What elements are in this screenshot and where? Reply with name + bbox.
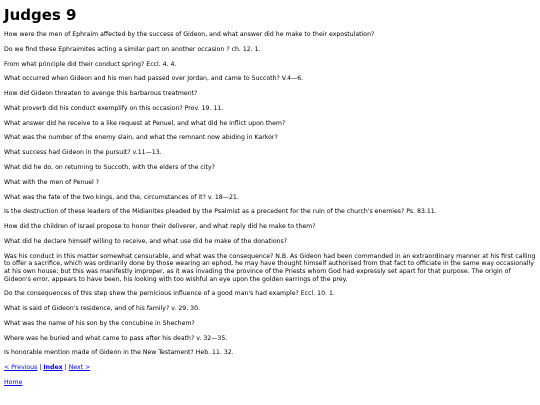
nav-separator: | <box>64 364 67 372</box>
nav-separator: | <box>39 364 42 372</box>
question-paragraph: Is the destruction of these leaders of the Midianites pleaded by the Psalmist as a precedent for the ruin of the church's enemies? Ps. 83.11. <box>4 208 437 216</box>
question-paragraph: From what principle did their conduct spring? Eccl. 4. 4. <box>4 60 177 68</box>
question-paragraph: Where was he buried and what came to pass after his death? v. 32—35. <box>4 334 228 342</box>
question-paragraph: What was the name of his son by the concubine in Shechem? <box>4 319 195 327</box>
question-paragraph: Do the consequences of this step shew the pernicious influence of a good man's had example? Eccl. 10. 1. <box>4 290 335 298</box>
question-paragraph: What success had Gideon in the pursuit? v.11—13. <box>4 149 162 157</box>
question-paragraph: What was the fate of the two kings, and the, circumstances of it? v. 18—21. <box>4 193 239 201</box>
question-paragraph: What proverb did his conduct exemplify on this occasion? Prov. 19. 11. <box>4 104 224 112</box>
question-paragraph: How did Gideon threaten to avenge this barbarous treatment? <box>4 90 198 98</box>
question-paragraph: What is said of Gideon's residence, and of his family? v. 29, 30. <box>4 305 200 313</box>
question-paragraph: What answer did he receive to a like request at Penuel, and what did he inflict upon them? <box>4 119 286 127</box>
question-paragraph: What with the men of Penuel ? <box>4 178 100 186</box>
home-link[interactable]: Home <box>4 379 23 387</box>
question-paragraph: Do we find these Ephraimites acting a similar part on another occasion ? ch. 12. 1. <box>4 45 261 53</box>
page-title: Judges 9 <box>4 6 77 24</box>
question-paragraph: Was his conduct in this matter somewhat censurable, and what was the consequence? N.B. As Gideon had been commanded in an extraordinary manner at his first calling to offer a sacrifice, which was ordinarily done by those wearing an ephod, he may have thought himself authorised from that fact to officiate in the same way occasionally at his own house; but this was manifestly improper, as it was invading the province of the Priests whom God had expressly set apart for that purpose. The origin of Gideon's error, appears to have been, his looking with too wishful an eye upon the golden earrings of the prey. <box>4 252 536 283</box>
question-paragraph: What did he declare himself willing to receive, and what use did he make of the donations? <box>4 237 288 245</box>
question-paragraph: How did the children of Israel propose to honor their deliverer, and what reply did he make to them? <box>4 223 316 231</box>
previous-link[interactable]: < Previous <box>4 364 38 372</box>
question-list <box>4 31 536 357</box>
index-link[interactable]: Index <box>43 364 63 372</box>
home-nav <box>4 379 536 387</box>
pagination-nav <box>4 364 536 372</box>
question-paragraph: Is honorable mention made of Gideon in the New Testament? Heb. 11. 32. <box>4 349 234 357</box>
question-paragraph: How were the men of Ephraim affected by the success of Gideon, and what answer did he make to their expostulation? <box>4 31 375 38</box>
question-paragraph: What occurred when Gideon and his men had passed over Jordan, and came to Succoth? V.4—6. <box>4 75 304 83</box>
next-link[interactable]: Next > <box>68 364 91 372</box>
question-paragraph: What was the number of the enemy slain, and what the remnant now abiding in Karkor? <box>4 134 278 142</box>
question-paragraph: What did he do, on returning to Succoth, with the elders of the city? <box>4 164 215 172</box>
